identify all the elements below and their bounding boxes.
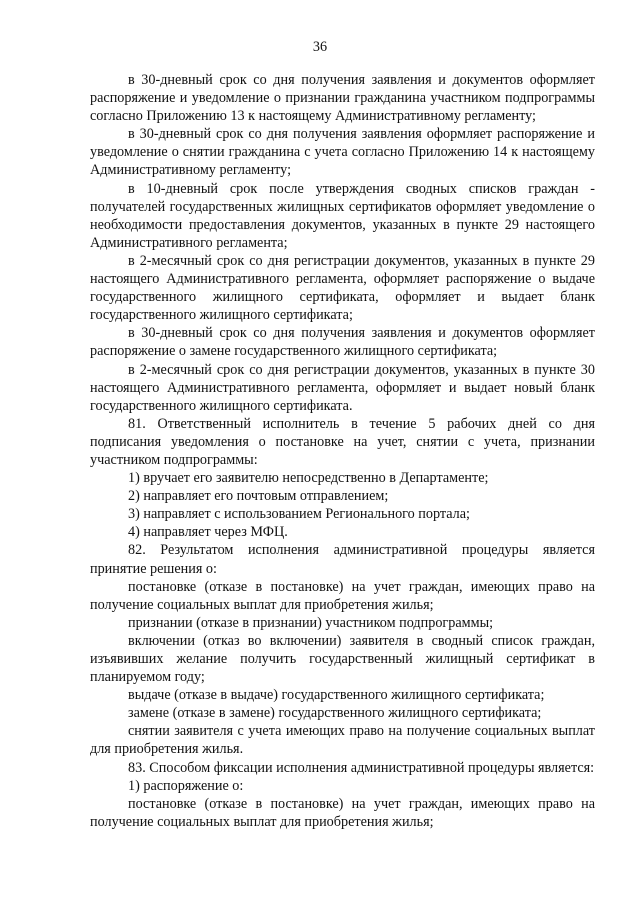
list-item: 2) направляет его почтовым отправлением; [128, 488, 389, 505]
document-body [90, 71, 595, 831]
list-item: 4) направляет через МФЦ. [128, 524, 288, 541]
paragraph: в 10-дневный срок после утверждения сводных списков граждан - получателей государственных жилищных сертификатов оформляет уведомление о необходимости предоставления документов, указанных в пункте 29 настоящего Административного регламента; [90, 180, 595, 251]
paragraph: постановке (отказе в постановке) на учет граждан, имеющих право на получение социальных выплат для приобретения жилья; [90, 795, 595, 830]
paragraph: в 2-месячный срок со дня регистрации документов, указанных в пункте 30 настоящего Административного регламента, оформляет и выдает новый бланк государственного жилищного сертификата. [90, 361, 595, 414]
paragraph: признании (отказе в признании) участником подпрограммы; [128, 614, 494, 631]
paragraph: в 30-дневный срок со дня получения заявления и документов оформляет распоряжение о замене государственного жилищного сертификата; [90, 325, 595, 360]
paragraph: 83. Способом фиксации исполнения административной процедуры является: [128, 759, 595, 776]
paragraph: выдаче (отказе в выдаче) государственного жилищного сертификата; [128, 687, 545, 704]
paragraph: снятии заявителя с учета имеющих право на получение социальных выплат для приобретения жилья. [90, 723, 595, 758]
paragraph: 81. Ответственный исполнитель в течение 5 рабочих дней со дня подписания уведомления о постановке на учет, снятии с учета, признании участником подпрограммы: [90, 415, 595, 468]
paragraph: в 30-дневный срок со дня получения заявления оформляет распоряжение и уведомление о снятии гражданина с учета согласно Приложению 14 к настоящему Административному регламенту; [90, 126, 595, 179]
paragraph: замене (отказе в замене) государственного жилищного сертификата; [128, 705, 542, 722]
list-item: 1) вручает его заявителю непосредственно в Департаменте; [128, 470, 489, 487]
paragraph: включении (отказ во включении) заявителя в сводный список граждан, изъявивших желание получить государственный жилищный сертификат в планируемом году; [90, 632, 595, 686]
paragraph: 82. Результатом исполнения административной процедуры является принятие решения о: [90, 542, 595, 577]
page-number: 36 [312, 39, 328, 55]
paragraph: в 2-месячный срок со дня регистрации документов, указанных в пункте 29 настоящего Административного регламента, оформляет распоряжение о выдаче государственного жилищного сертификата, оформляет и выдает бланк государственного жилищного сертификата; [90, 252, 595, 324]
list-item: 1) распоряжение о: [128, 777, 244, 794]
list-item: 3) направляет с использованием Регионального портала; [128, 506, 470, 523]
paragraph: постановке (отказе в постановке) на учет граждан, имеющих право на получение социальных выплат для приобретения жилья; [90, 578, 595, 613]
paragraph: в 30-дневный срок со дня получения заявления и документов оформляет распоряжение и уведомление о признании гражданина участником подпрограммы согласно Приложению 13 к настоящему Административному регламенту; [90, 72, 595, 125]
